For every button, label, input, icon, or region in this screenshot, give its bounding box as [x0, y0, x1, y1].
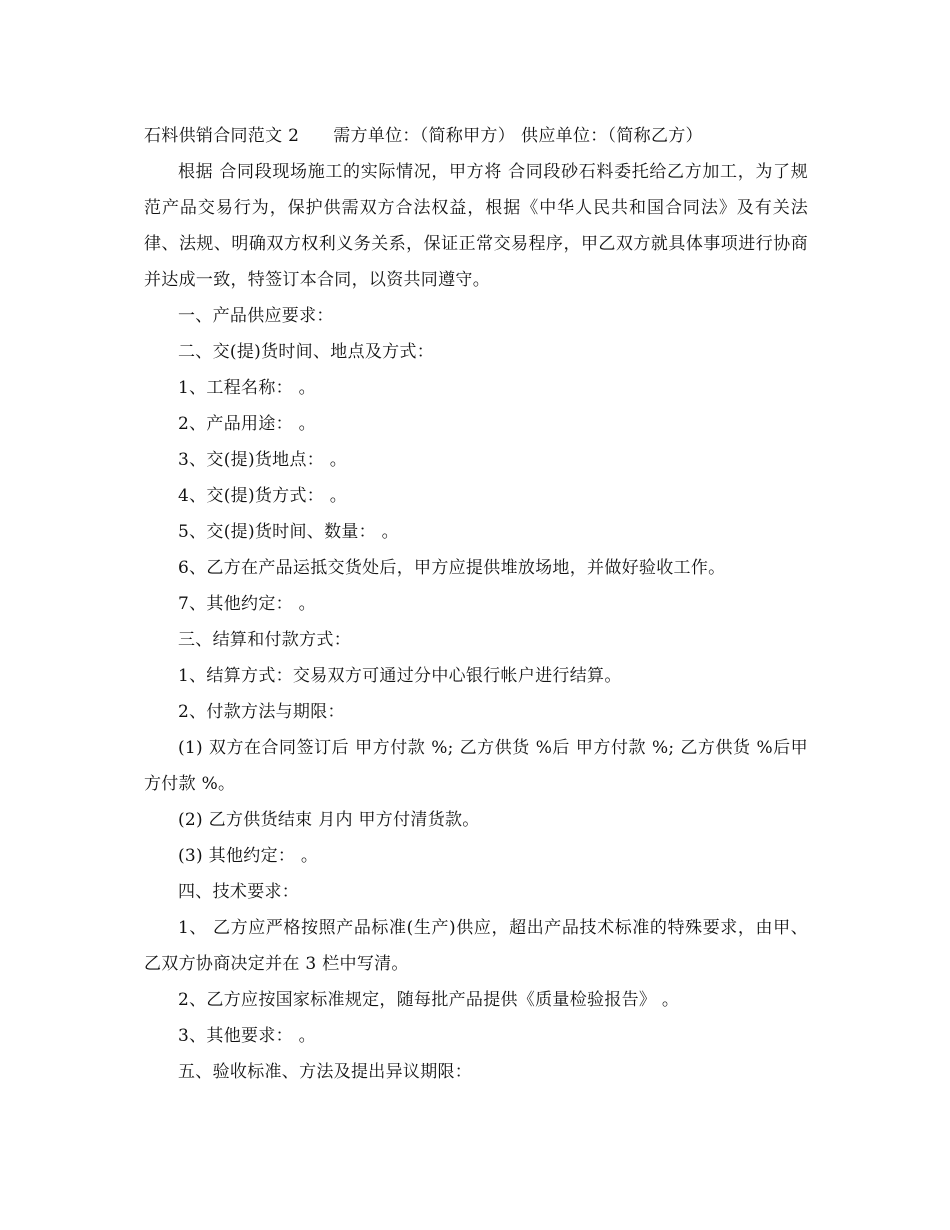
section-3-subitem-1: (1) 双方在合同签订后 甲方付款 %; 乙方供货 %后 甲方付款 %; 乙方供货 %后甲方付款 %。	[144, 738, 808, 794]
section-4-item-3: 3、其他要求： 。	[178, 1026, 316, 1046]
document-header-row	[144, 118, 808, 154]
section-2-item-2: 2、产品用途： 。	[178, 414, 316, 434]
buyer-label: 需方单位：（简称甲方）	[333, 126, 516, 146]
section-2-heading: 二、交(提)货时间、地点及方式：	[178, 342, 435, 362]
section-3-subitem-2: (2) 乙方供货结束 月内 甲方付清货款。	[178, 810, 480, 830]
section-3-item-1: 1、结算方式：交易双方可通过分中心银行帐户进行结算。	[178, 666, 622, 686]
section-1-heading: 一、产品供应要求：	[178, 306, 334, 326]
section-2-item-3: 3、交(提)货地点： 。	[178, 450, 348, 470]
section-4-item-1: 1、 乙方应严格按照产品标准(生产)供应，超出产品技术标准的特殊要求，由甲、乙双方协商决定并在 3 栏中写清。	[144, 918, 808, 974]
section-2-item-7: 7、其他约定： 。	[178, 594, 316, 614]
document-body	[144, 118, 808, 1090]
section-5-heading: 五、验收标准、方法及提出异议期限：	[178, 1062, 473, 1082]
section-2-item-6: 6、乙方在产品运抵交货处后，甲方应提供堆放场地，并做好验收工作。	[178, 558, 726, 578]
section-2-item-1: 1、工程名称： 。	[178, 378, 316, 398]
seller-label: 供应单位：（简称乙方）	[521, 126, 703, 146]
intro-paragraph: 根据 合同段现场施工的实际情况，甲方将 合同段砂石料委托给乙方加工，为了规范产品交易行为，保护供需双方合法权益，根据《中华人民共和国合同法》及有关法律、法规、明确双方权利义务关系，保证正常交易程序，甲乙双方就具体事项进行协商并达成一致，特签订本合同，以资共同遵守。	[144, 162, 808, 290]
section-4-item-2: 2、乙方应按国家标准规定，随每批产品提供《质量检验报告》 。	[178, 990, 680, 1010]
section-3-subitem-3: (3) 其他约定： 。	[178, 846, 319, 866]
section-3-heading: 三、结算和付款方式：	[178, 630, 351, 650]
document-title: 石料供销合同范文 2	[144, 126, 300, 146]
section-2-item-5: 5、交(提)货时间、数量： 。	[178, 522, 399, 542]
section-3-item-2: 2、付款方法与期限：	[178, 702, 345, 722]
section-2-item-4: 4、交(提)货方式： 。	[178, 486, 348, 506]
section-4-heading: 四、技术要求：	[178, 882, 300, 902]
